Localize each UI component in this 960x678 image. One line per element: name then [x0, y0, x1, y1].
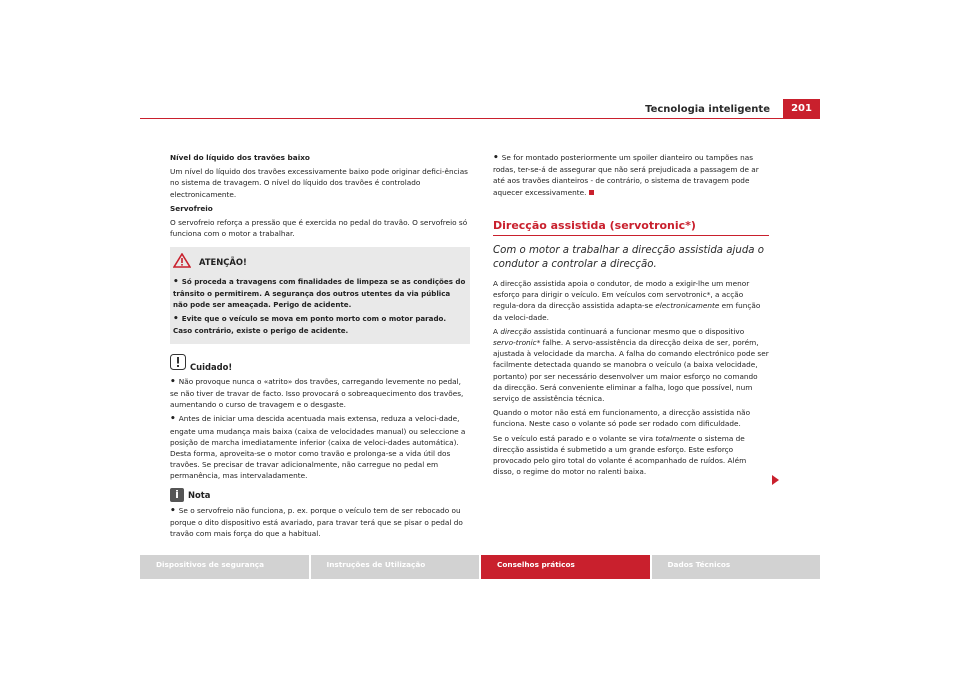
section-end-icon — [589, 190, 594, 195]
caution-item: • Antes de iniciar uma descida acentuada mais extensa, reduza a veloci-dade, engate uma mudança mais baixa (caixa de velocidades manual) ou seleccione a posição de marcha imediatamente inferior (caixa de veloci-dades automática). Desta forma, aproveita-se o motor como travão e prolonga-se a vida útil dos travões. Se precisar de travar adicionalmente, não carregue no pedal em permanência, mas intervaladamente. — [170, 414, 466, 481]
spoiler-item: • Se for montado posteriormente um spoiler dianteiro ou tampões nas rodas, ter-se-á de assegurar que não será prejudicada a passagem de ar até aos travões dianteiros - de contrário, o sistema de travagem pode aquecer excessivamente. — [493, 153, 759, 197]
bullet-icon: • — [170, 414, 176, 425]
footer-nav — [140, 555, 820, 579]
servo-text: O servofreio reforça a pressão que é exercida no pedal do travão. O servofreio só funciona com o motor a trabalhar. — [170, 218, 468, 239]
bullet-icon: • — [170, 376, 176, 387]
info-icon: i — [170, 488, 184, 502]
caution-title: Cuidado! — [190, 361, 233, 372]
footer-tab-safety[interactable]: Dispositivos de segurança — [140, 555, 309, 579]
warning-triangle-icon — [173, 253, 191, 271]
note-item: • Se o servofreio não funciona, p. ex. porque o veículo tem de ser rebocado ou porque o dito dispositivo está avariado, para travar terá que se pisar o pedal do travão com mais força do que a habitual. — [170, 505, 463, 539]
bullet-icon: • — [493, 153, 499, 163]
paragraph: Quando o motor não está em funcionamento, a direcção assistida não funciona. Neste caso o volante só pode ser rodado com dificuldade. — [493, 408, 751, 429]
paragraph: A direcção assistida continuará a funcionar mesmo que o dispositivo servo-tronic* falhe. A servo-assistência da direcção deixa de ser, porém, ajustada à velocidade da marcha. A falha do comando electrónico pode ser facilmente detectada quando se manobra o veículo (a baixa velocidade, portanto) por ser necessário desenvolver um maior esforço no comando da direcção. Será conveniente eliminar a falha, logo que possível, num serviço de assistência técnica. — [493, 326, 769, 404]
warning-item: • Evite que o veículo se mova em ponto morto com o motor parado. Caso contrário, existe o perigo de acidente. — [173, 314, 447, 336]
footer-tab-practical-tips[interactable]: Conselhos práticos — [481, 555, 650, 579]
brake-fluid-heading: Nível do líquido dos travões baixo — [170, 153, 310, 162]
bullet-icon: • — [170, 505, 176, 516]
exclamation-icon — [170, 354, 186, 373]
paragraph: A direcção assistida apoia o condutor, de modo a exigir-lhe um menor esforço para dirigir o veículo. Em veículos com servotronic*, a acção regula-dora da direcção assistida adapta-se electronicamente em função da veloci-dade. — [493, 279, 761, 322]
header-rule — [140, 118, 820, 119]
note-header — [170, 488, 470, 502]
bullet-icon: • — [173, 314, 179, 325]
paragraph: Se o veículo está parado e o volante se vira totalmente o sistema de direcção assistida é submetido a um grande esforço. Este esforço provocado pelo giro total do volante é acompanhado de ruídos. Além disso, o regime do motor no ralenti baixa. — [493, 433, 747, 477]
next-page-arrow-icon[interactable] — [772, 475, 779, 485]
running-header: Tecnologia inteligente — [645, 104, 770, 115]
section-title: Direcção assistida (servotronic*) — [493, 220, 769, 236]
left-column — [170, 152, 470, 542]
brake-fluid-text: Um nível do líquido dos travões excessivamente baixo pode originar defici-ências no sistema de travagem. O nível do líquido dos travões é controlado electronicamente. — [170, 167, 468, 199]
page-number: 201 — [783, 99, 820, 119]
warning-title: ATENÇÃO! — [199, 256, 247, 267]
servo-heading: Servofreio — [170, 203, 213, 213]
section-subtitle: Com o motor a trabalhar a direcção assistida ajuda o condutor a controlar a direcção. — [493, 245, 764, 271]
caution-header — [170, 354, 470, 373]
footer-tab-technical-data[interactable]: Dados Técnicos — [652, 555, 821, 579]
bullet-icon: • — [173, 276, 179, 287]
right-column — [493, 152, 769, 480]
footer-tab-operation[interactable]: Instruções de Utilização — [311, 555, 480, 579]
warning-header — [173, 253, 467, 271]
caution-item: • Não provoque nunca o «atrito» dos travões, carregando levemente no pedal, se não tiver de travar de facto. Isso provocará o sobreaquecimento dos travões, aumentando o curso de travagem e o desgaste. — [170, 376, 464, 410]
warning-item: • Só proceda a travagens com finalidades de limpeza se as condições do trânsito o permitirem. A segurança dos outros utentes da via pública não pode ser ameaçada. Perigo de acidente. — [173, 276, 466, 310]
warning-box — [170, 247, 470, 343]
note-title: Nota — [188, 490, 211, 501]
